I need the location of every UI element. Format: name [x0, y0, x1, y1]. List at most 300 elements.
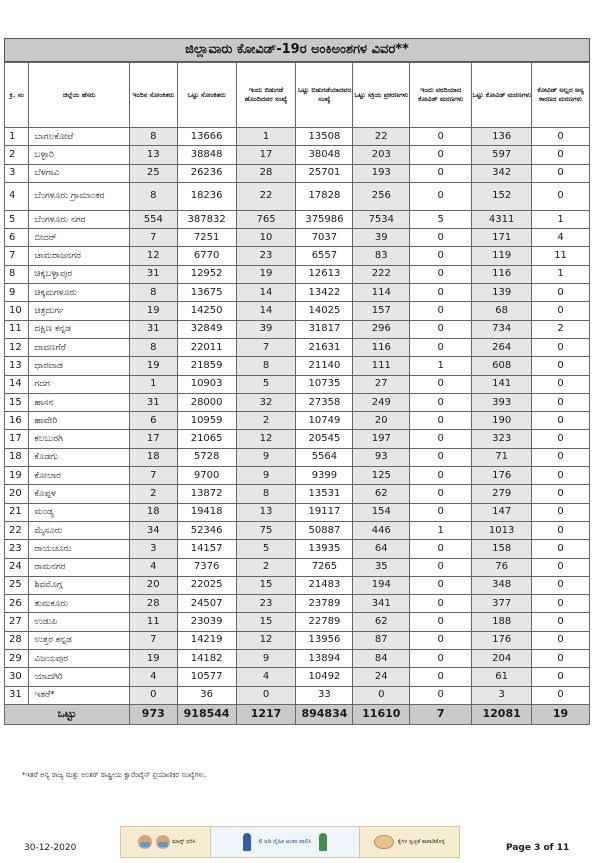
serial-cell: 19	[5, 467, 29, 485]
value-cell: 139	[472, 284, 532, 302]
bulletin-date: 30-12-2020	[24, 843, 77, 853]
value-cell: 7	[129, 631, 177, 649]
value-cell: 3	[129, 540, 177, 558]
value-cell: 10735	[296, 375, 353, 393]
person-icon	[243, 833, 251, 851]
value-cell: 0	[532, 146, 590, 164]
value-cell: 17	[236, 146, 296, 164]
page-number: Page 3 of 11	[506, 843, 570, 853]
value-cell: 50887	[296, 521, 353, 539]
value-cell: 0	[410, 576, 472, 594]
value-cell: 0	[410, 164, 472, 182]
value-cell: 0	[410, 558, 472, 576]
serial-cell: 6	[5, 229, 29, 247]
district-cell: ಮಂಡ್ಯ	[29, 503, 130, 521]
district-cell: ಕಲಬುರಗಿ	[29, 430, 130, 448]
value-cell: 20	[129, 576, 177, 594]
value-cell: 14219	[177, 631, 236, 649]
value-cell: 190	[472, 412, 532, 430]
value-cell: 176	[472, 467, 532, 485]
distance-section	[210, 827, 359, 857]
header-active-cases: ಒಟ್ಟು ಸಕ್ರಿಯ ಪ್ರಕರಣಗಳು	[353, 63, 410, 128]
serial-cell: 11	[5, 320, 29, 338]
value-cell: 62	[353, 613, 410, 631]
table-row	[5, 467, 590, 485]
header-today-deaths: ಇಂದು ವರದಿಯಾದ ಕೋವಿಡ್ ಮರಣಗಳು	[410, 63, 472, 128]
value-cell: 23	[236, 247, 296, 265]
value-cell: 22011	[177, 338, 236, 356]
value-cell: 176	[472, 631, 532, 649]
value-cell: 154	[353, 503, 410, 521]
table-row	[5, 210, 590, 228]
value-cell: 19	[129, 650, 177, 668]
value-cell: 0	[410, 284, 472, 302]
header-district: ಜಿಲ್ಲೆಯ ಹೆಸರು	[29, 63, 130, 128]
value-cell: 116	[472, 265, 532, 283]
value-cell: 11	[532, 247, 590, 265]
value-cell: 76	[472, 558, 532, 576]
value-cell: 0	[410, 320, 472, 338]
district-cell: ಇತರೆ*	[29, 686, 130, 704]
value-cell: 0	[410, 650, 472, 668]
value-cell: 0	[410, 182, 472, 210]
district-cell: ಬಳ್ಳಾರಿ	[29, 146, 130, 164]
district-cell: ಬೀದರ್	[29, 229, 130, 247]
value-cell: 61	[472, 668, 532, 686]
footnote: *ಇತರೆ ಅನ್ಯ ರಾಜ್ಯ ಮತ್ತು ಅಂತರ್ ರಾಷ್ಟ್ರೀಯ ಕ್ವಾರೆಂಟೈನ್ ಪ್ರಯಾಣಿಕರ ಸಂಖ್ಯೆಗಳು.	[22, 771, 207, 779]
value-cell: 19	[129, 357, 177, 375]
value-cell: 1	[410, 521, 472, 539]
value-cell: 158	[472, 540, 532, 558]
value-cell: 6	[129, 412, 177, 430]
value-cell: 194	[353, 576, 410, 594]
district-cell: ಚಾಮರಾಜನಗರ	[29, 247, 130, 265]
handwash-section	[360, 827, 459, 857]
value-cell: 20	[353, 412, 410, 430]
district-cell: ಉತ್ತರ ಕನ್ನಡ	[29, 631, 130, 649]
value-cell: 31	[129, 393, 177, 411]
value-cell: 119	[472, 247, 532, 265]
value-cell: 34	[129, 521, 177, 539]
value-cell: 152	[472, 182, 532, 210]
value-cell: 9	[236, 650, 296, 668]
value-cell: 0	[532, 503, 590, 521]
serial-cell: 8	[5, 265, 29, 283]
value-cell: 10	[236, 229, 296, 247]
value-cell: 0	[532, 284, 590, 302]
value-cell: 32849	[177, 320, 236, 338]
value-cell: 27358	[296, 393, 353, 411]
value-cell: 21065	[177, 430, 236, 448]
serial-cell: 31	[5, 686, 29, 704]
district-cell: ಉಡುಪಿ	[29, 613, 130, 631]
value-cell: 0	[532, 128, 590, 146]
value-cell: 1	[236, 128, 296, 146]
value-cell: 19418	[177, 503, 236, 521]
value-cell: 136	[472, 128, 532, 146]
value-cell: 0	[532, 558, 590, 576]
value-cell: 4	[129, 668, 177, 686]
table-row	[5, 338, 590, 356]
value-cell: 21859	[177, 357, 236, 375]
value-cell: 0	[410, 412, 472, 430]
value-cell: 377	[472, 595, 532, 613]
value-cell: 13508	[296, 128, 353, 146]
handwash-text: ಕೈಗಳ ಸ್ವಚ್ಛತೆ ಕಾಪಾಡಿಕೊಳ್ಳಿ	[397, 838, 445, 845]
value-cell: 7	[129, 229, 177, 247]
serial-cell: 7	[5, 247, 29, 265]
value-cell: 387832	[177, 210, 236, 228]
header-serial: ಕ್ರ. ಸಂ	[5, 63, 29, 128]
value-cell: 188	[472, 613, 532, 631]
value-cell: 4	[532, 229, 590, 247]
value-cell: 597	[472, 146, 532, 164]
value-cell: 111	[353, 357, 410, 375]
value-cell: 0	[532, 448, 590, 466]
value-cell: 0	[410, 540, 472, 558]
value-cell: 0	[410, 467, 472, 485]
table-row	[5, 302, 590, 320]
value-cell: 0	[410, 631, 472, 649]
value-cell: 0	[410, 128, 472, 146]
value-cell: 2	[236, 558, 296, 576]
value-cell: 19117	[296, 503, 353, 521]
value-cell: 0	[532, 540, 590, 558]
value-cell: 342	[472, 164, 532, 182]
table-row	[5, 128, 590, 146]
value-cell: 18236	[177, 182, 236, 210]
value-cell: 249	[353, 393, 410, 411]
value-cell: 0	[410, 393, 472, 411]
value-cell: 446	[353, 521, 410, 539]
serial-cell: 26	[5, 595, 29, 613]
value-cell: 8	[129, 338, 177, 356]
value-cell: 2	[129, 485, 177, 503]
value-cell: 9700	[177, 467, 236, 485]
value-cell: 0	[410, 686, 472, 704]
value-cell: 0	[532, 613, 590, 631]
district-cell: ಬೆಳಗಾವಿ	[29, 164, 130, 182]
value-cell: 10903	[177, 375, 236, 393]
value-cell: 13872	[177, 485, 236, 503]
value-cell: 31817	[296, 320, 353, 338]
table-row	[5, 595, 590, 613]
value-cell: 6557	[296, 247, 353, 265]
value-cell: 0	[532, 338, 590, 356]
value-cell: 18	[129, 503, 177, 521]
value-cell: 296	[353, 320, 410, 338]
value-cell: 17828	[296, 182, 353, 210]
value-cell: 0	[532, 485, 590, 503]
value-cell: 2	[236, 412, 296, 430]
person-icon-2	[319, 833, 327, 851]
district-cell: ಗದಗ	[29, 375, 130, 393]
value-cell: 13675	[177, 284, 236, 302]
serial-cell: 13	[5, 357, 29, 375]
total-non-covid-deaths: 19	[532, 704, 590, 724]
table-row	[5, 503, 590, 521]
value-cell: 10959	[177, 412, 236, 430]
serial-cell: 22	[5, 521, 29, 539]
serial-cell: 27	[5, 613, 29, 631]
value-cell: 0	[410, 595, 472, 613]
value-cell: 13531	[296, 485, 353, 503]
value-cell: 35	[353, 558, 410, 576]
district-cell: ದಕ್ಷಿಣ ಕನ್ನಡ	[29, 320, 130, 338]
serial-cell: 24	[5, 558, 29, 576]
serial-cell: 9	[5, 284, 29, 302]
table-row	[5, 521, 590, 539]
district-cell: ಕೊಡಗು	[29, 448, 130, 466]
value-cell: 5	[236, 540, 296, 558]
value-cell: 7376	[177, 558, 236, 576]
value-cell: 21140	[296, 357, 353, 375]
value-cell: 14	[236, 302, 296, 320]
value-cell: 5	[236, 375, 296, 393]
value-cell: 9399	[296, 467, 353, 485]
district-cell: ಬೆಂಗಳೂರು ನಗರ	[29, 210, 130, 228]
district-cell: ದಾವಣಗೆರೆ	[29, 338, 130, 356]
value-cell: 13935	[296, 540, 353, 558]
value-cell: 33	[296, 686, 353, 704]
value-cell: 9	[236, 448, 296, 466]
header-non-covid-deaths: ಕೋವಿಡ್ ಅಲ್ಲದ ಅನ್ಯ ಕಾರಣದ ಮರಣಗಳು	[532, 63, 590, 128]
district-cell: ಶಿವಮೊಗ್ಗ	[29, 576, 130, 594]
mask-text: ಮಾಸ್ಕ್ ಧರಿಸಿ	[171, 838, 196, 845]
table-title: ಜಿಲ್ಲಾವಾರು ಕೋವಿಡ್-19ರ ಅಂಕಿಅಂಶಗಳ ವಿವರ**	[4, 38, 590, 62]
value-cell: 0	[532, 467, 590, 485]
value-cell: 13	[236, 503, 296, 521]
value-cell: 14250	[177, 302, 236, 320]
serial-cell: 4	[5, 182, 29, 210]
table-row	[5, 485, 590, 503]
value-cell: 83	[353, 247, 410, 265]
value-cell: 5	[410, 210, 472, 228]
serial-cell: 23	[5, 540, 29, 558]
value-cell: 203	[353, 146, 410, 164]
value-cell: 36	[177, 686, 236, 704]
total-row	[5, 704, 590, 724]
value-cell: 7265	[296, 558, 353, 576]
table-row	[5, 540, 590, 558]
value-cell: 279	[472, 485, 532, 503]
serial-cell: 21	[5, 503, 29, 521]
value-cell: 0	[532, 182, 590, 210]
district-cell: ಬಾಗಲಕೋಟೆ	[29, 128, 130, 146]
table-row	[5, 650, 590, 668]
district-cell: ರಾಮನಗರ	[29, 558, 130, 576]
value-cell: 116	[353, 338, 410, 356]
mask-section	[121, 827, 210, 857]
header-today-discharged: ಇಂದು ಬಿಡುಗಡೆ ಹೊಂದಿದವರ ಸಂಖ್ಯೆ	[236, 63, 296, 128]
district-cell: ಹಾವೇರಿ	[29, 412, 130, 430]
serial-cell: 28	[5, 631, 29, 649]
value-cell: 32	[236, 393, 296, 411]
value-cell: 8	[236, 357, 296, 375]
value-cell: 22	[353, 128, 410, 146]
value-cell: 87	[353, 631, 410, 649]
value-cell: 0	[410, 375, 472, 393]
value-cell: 13	[129, 146, 177, 164]
value-cell: 0	[410, 302, 472, 320]
value-cell: 0	[410, 613, 472, 631]
value-cell: 348	[472, 576, 532, 594]
serial-cell: 15	[5, 393, 29, 411]
value-cell: 12613	[296, 265, 353, 283]
value-cell: 114	[353, 284, 410, 302]
value-cell: 765	[236, 210, 296, 228]
value-cell: 27	[353, 375, 410, 393]
table-row	[5, 247, 590, 265]
value-cell: 393	[472, 393, 532, 411]
value-cell: 14	[236, 284, 296, 302]
value-cell: 0	[410, 503, 472, 521]
value-cell: 31	[129, 265, 177, 283]
value-cell: 0	[410, 265, 472, 283]
header-total-deaths: ಒಟ್ಟು ಕೋವಿಡ್ ಮರಣಗಳು	[472, 63, 532, 128]
header-total-discharged: ಒಟ್ಟು ಬಿಡುಗಡೆಯಾದವರ ಸಂಖ್ಯೆ	[296, 63, 353, 128]
table-row	[5, 182, 590, 210]
value-cell: 1	[532, 210, 590, 228]
value-cell: 12	[236, 631, 296, 649]
total-today-deaths: 7	[410, 704, 472, 724]
header-row	[5, 63, 590, 128]
value-cell: 19	[236, 265, 296, 283]
value-cell: 0	[532, 595, 590, 613]
table-row	[5, 430, 590, 448]
value-cell: 22025	[177, 576, 236, 594]
value-cell: 7	[129, 467, 177, 485]
serial-cell: 10	[5, 302, 29, 320]
value-cell: 10492	[296, 668, 353, 686]
value-cell: 23039	[177, 613, 236, 631]
table-row	[5, 320, 590, 338]
value-cell: 7534	[353, 210, 410, 228]
serial-cell: 25	[5, 576, 29, 594]
header-today-cases: ಇಂದಿನ ಸೋಂಕಿತರು	[129, 63, 177, 128]
value-cell: 24	[353, 668, 410, 686]
value-cell: 125	[353, 467, 410, 485]
value-cell: 197	[353, 430, 410, 448]
value-cell: 39	[236, 320, 296, 338]
value-cell: 8	[129, 128, 177, 146]
table-row	[5, 686, 590, 704]
value-cell: 11	[129, 613, 177, 631]
table-row	[5, 576, 590, 594]
value-cell: 28	[129, 595, 177, 613]
value-cell: 12	[129, 247, 177, 265]
value-cell: 157	[353, 302, 410, 320]
district-cell: ಕೋಲಾರ	[29, 467, 130, 485]
value-cell: 141	[472, 375, 532, 393]
district-cell: ಬೆಂಗಳೂರು ಗ್ರಾಮಾಂತರ	[29, 182, 130, 210]
value-cell: 39	[353, 229, 410, 247]
value-cell: 204	[472, 650, 532, 668]
total-deaths: 12081	[472, 704, 532, 724]
serial-cell: 2	[5, 146, 29, 164]
total-today-cases: 973	[129, 704, 177, 724]
value-cell: 23789	[296, 595, 353, 613]
value-cell: 4	[129, 558, 177, 576]
table-row	[5, 164, 590, 182]
serial-cell: 18	[5, 448, 29, 466]
value-cell: 0	[532, 357, 590, 375]
value-cell: 10577	[177, 668, 236, 686]
table-row	[5, 265, 590, 283]
serial-cell: 16	[5, 412, 29, 430]
value-cell: 256	[353, 182, 410, 210]
value-cell: 0	[410, 430, 472, 448]
value-cell: 7037	[296, 229, 353, 247]
value-cell: 0	[532, 393, 590, 411]
value-cell: 0	[532, 668, 590, 686]
value-cell: 375986	[296, 210, 353, 228]
table-row	[5, 229, 590, 247]
total-today-discharged: 1217	[236, 704, 296, 724]
value-cell: 8	[129, 182, 177, 210]
table-row	[5, 558, 590, 576]
district-cell: ಮೈಸೂರು	[29, 521, 130, 539]
total-label: ಒಟ್ಟು	[5, 704, 130, 724]
value-cell: 341	[353, 595, 410, 613]
value-cell: 71	[472, 448, 532, 466]
table-row	[5, 613, 590, 631]
value-cell: 1013	[472, 521, 532, 539]
table-row	[5, 448, 590, 466]
value-cell: 0	[532, 430, 590, 448]
value-cell: 0	[410, 229, 472, 247]
header-total-cases: ಒಟ್ಟು ಸೋಂಕಿತರು	[177, 63, 236, 128]
value-cell: 323	[472, 430, 532, 448]
value-cell: 0	[532, 375, 590, 393]
total-cases: 918544	[177, 704, 236, 724]
value-cell: 38048	[296, 146, 353, 164]
value-cell: 52346	[177, 521, 236, 539]
value-cell: 12952	[177, 265, 236, 283]
value-cell: 222	[353, 265, 410, 283]
value-cell: 0	[410, 668, 472, 686]
value-cell: 21483	[296, 576, 353, 594]
safety-banner	[120, 826, 460, 858]
district-cell: ಯಾದಗಿರಿ	[29, 668, 130, 686]
value-cell: 93	[353, 448, 410, 466]
value-cell: 0	[532, 650, 590, 668]
value-cell: 1	[129, 375, 177, 393]
value-cell: 0	[353, 686, 410, 704]
value-cell: 0	[532, 412, 590, 430]
district-cell: ಹಾಸನ	[29, 393, 130, 411]
value-cell: 0	[532, 576, 590, 594]
table-body	[5, 128, 590, 705]
distance-text: 6 ಅಡಿ ದೈಹಿಕ ಅಂತರ ಪಾಲಿಸಿ	[258, 838, 312, 845]
value-cell: 4311	[472, 210, 532, 228]
value-cell: 7	[236, 338, 296, 356]
district-cell: ಧಾರವಾಡ	[29, 357, 130, 375]
table-row	[5, 146, 590, 164]
value-cell: 18	[129, 448, 177, 466]
value-cell: 0	[532, 631, 590, 649]
value-cell: 0	[532, 164, 590, 182]
value-cell: 26236	[177, 164, 236, 182]
value-cell: 28	[236, 164, 296, 182]
value-cell: 20545	[296, 430, 353, 448]
total-active: 11610	[353, 704, 410, 724]
value-cell: 0	[410, 247, 472, 265]
mask-face-icon-2	[156, 835, 170, 849]
value-cell: 14025	[296, 302, 353, 320]
serial-cell: 17	[5, 430, 29, 448]
value-cell: 0	[532, 686, 590, 704]
